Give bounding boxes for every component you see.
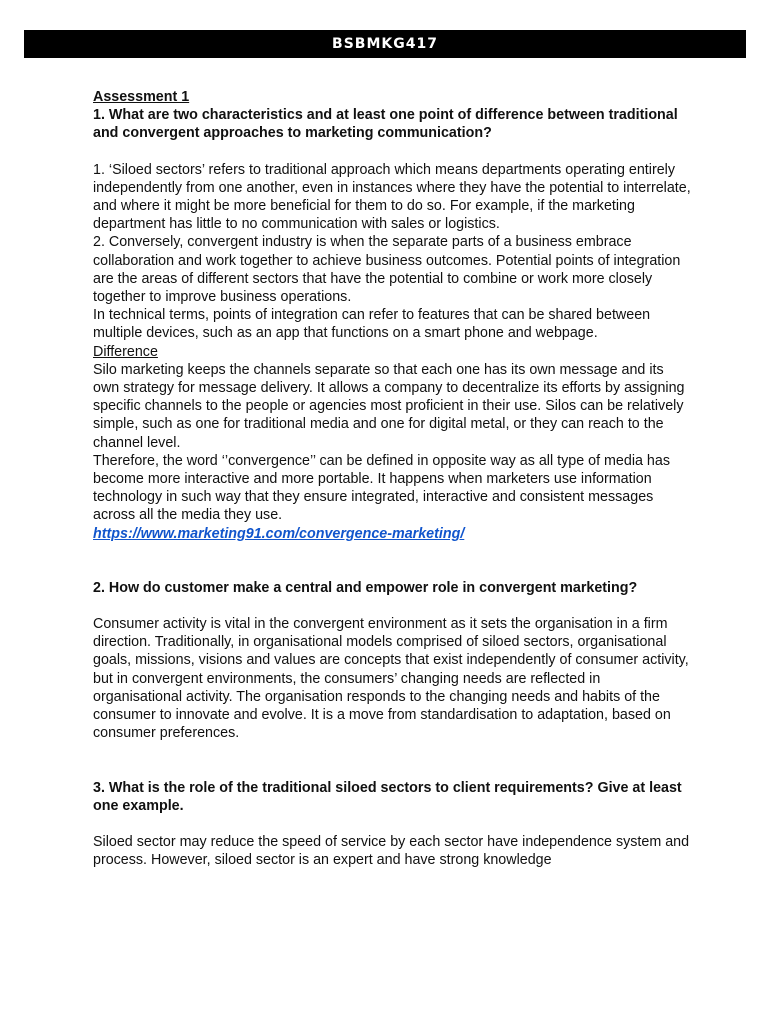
document-body xyxy=(93,88,693,869)
question-3: 3. What is the role of the traditional siloed sectors to client requirements? Give at least one example. xyxy=(93,779,682,814)
q3-answer: Siloed sector may reduce the speed of service by each sector have independence system and process. However, siloed sector is an expert and have strong knowledge xyxy=(93,833,690,869)
reference-link[interactable]: https://www.marketing91.com/convergence-marketing/ xyxy=(93,525,465,542)
q1-difference-part-1: Silo marketing keeps the channels separate so that each one has its own message and its own strategy for message delivery. It allows a company to decentralize its efforts by assigning specific channels to the people or agencies most proficient in their use. Silos can be relatively simple, such as one for traditional media and one for digital metal, or they can reach to the channel level. xyxy=(93,361,685,451)
q1-answer-part-2: 2. Conversely, convergent industry is when the separate parts of a business embrace collaboration and work together to achieve business outcomes. Potential points of integration are the areas of different sectors that have the potential to combine or work more closely together to improve business operations. xyxy=(93,234,681,306)
document-code-title: BSBMKG417 xyxy=(332,36,438,52)
header-bar xyxy=(24,30,746,58)
q2-answer: Consumer activity is vital in the convergent environment as it sets the organisation in a firm direction. Traditionally, in organisational models comprised of siloed sectors, organisational goals, missions, visions and values are concepts that exist independently of consumer activity, but in convergent environments, the consumers’ changing needs are reflected in organisational activity. The organisation responds to the changing needs and habits of the consumer to innovate and evolve. It is a move from standardisation to adaptation, based on consumer preferences. xyxy=(93,616,689,742)
q1-difference-part-2: Therefore, the word ‘’convergence’’ can be defined in opposite way as all type of media has become more interactive and more portable. It happens when marketers use information technology in such way that they ensure integrated, interactive and consistent messages across all the media they use. xyxy=(93,452,670,524)
q1-answer-part-1: 1. ‘Siloed sectors’ refers to traditional approach which means departments operating entirely independently from one another, even in instances where they have the potential to interrelate, and where it might be more beneficial for them to do so. For example, if the marketing department has little to no communication with sales or logistics. xyxy=(93,161,691,233)
question-1: 1. What are two characteristics and at least one point of difference between traditional and convergent approaches to marketing communication? xyxy=(93,107,678,142)
question-2: 2. How do customer make a central and empower role in convergent marketing? xyxy=(93,579,638,596)
difference-label: Difference xyxy=(93,343,158,360)
q1-answer-part-3: In technical terms, points of integration can refer to features that can be shared between multiple devices, such as an app that functions on a smart phone and webpage. xyxy=(93,307,651,342)
assessment-heading: Assessment 1 xyxy=(93,89,190,105)
